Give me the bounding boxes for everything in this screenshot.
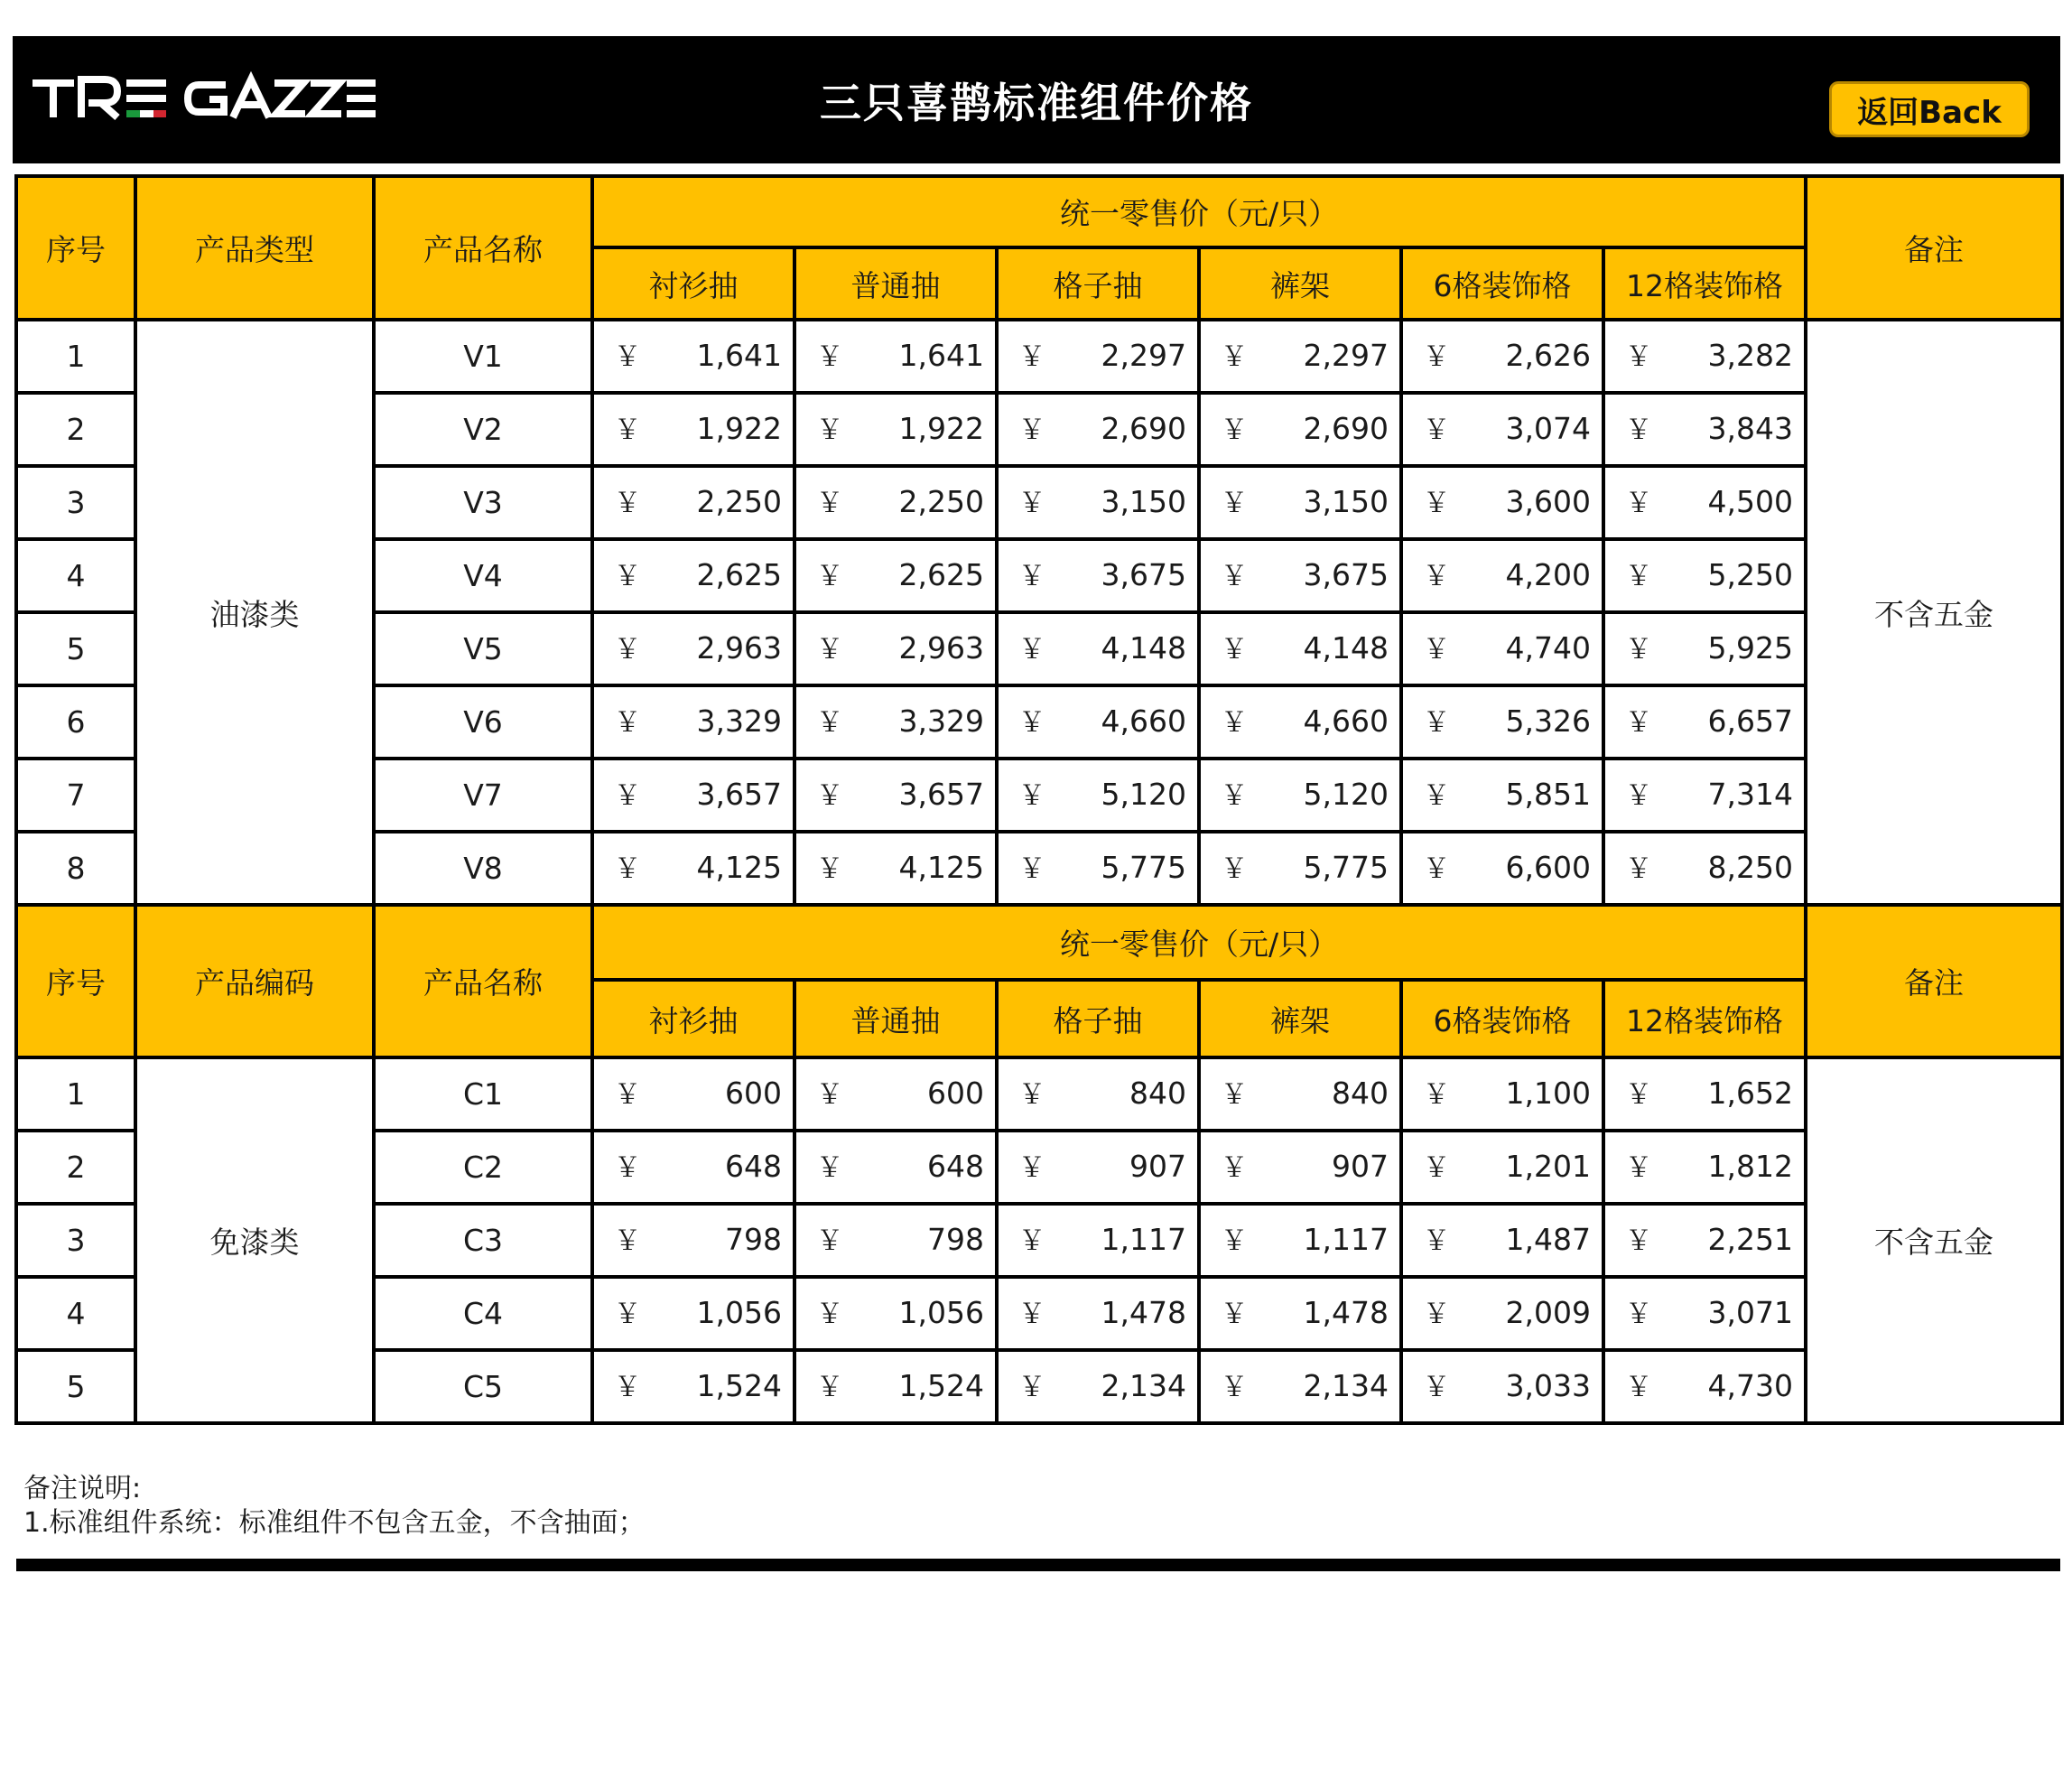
- price-value: 907: [1129, 1149, 1186, 1184]
- price-cell: [997, 1277, 1199, 1350]
- currency-symbol: ￥: [614, 341, 641, 373]
- price-cell: [794, 539, 997, 612]
- currency-symbol: ￥: [1423, 341, 1450, 373]
- price-cell: [1401, 466, 1603, 539]
- currency-symbol: ￥: [1221, 561, 1248, 592]
- price-column-header: 12格装饰格: [1603, 980, 1806, 1057]
- price-cell: [794, 393, 997, 466]
- seq-cell: 1: [16, 1057, 135, 1131]
- price-value: 798: [927, 1222, 984, 1257]
- currency-symbol: ￥: [614, 488, 641, 519]
- price-value: 4,125: [696, 850, 782, 885]
- price-value: 5,120: [1303, 777, 1389, 812]
- product-name-cell: C5: [374, 1350, 592, 1423]
- currency-symbol: ￥: [1221, 1079, 1248, 1111]
- currency-symbol: ￥: [1423, 1225, 1450, 1257]
- price-cell: [1401, 1057, 1603, 1131]
- price-value: 4,148: [1303, 630, 1389, 666]
- price-cell: [1401, 1277, 1603, 1350]
- price-cell: [794, 612, 997, 685]
- price-value: 1,117: [1101, 1222, 1186, 1257]
- currency-symbol: ￥: [1018, 1079, 1045, 1111]
- seq-header: 序号: [16, 176, 135, 320]
- price-value: 2,963: [696, 630, 782, 666]
- price-value: 2,625: [898, 557, 984, 592]
- currency-symbol: ￥: [1423, 707, 1450, 739]
- currency-symbol: ￥: [614, 1225, 641, 1257]
- currency-symbol: ￥: [1625, 341, 1652, 373]
- price-cell: [1603, 759, 1806, 832]
- currency-symbol: ￥: [1221, 414, 1248, 446]
- price-value: 3,329: [696, 703, 782, 739]
- product-name-cell: V4: [374, 539, 592, 612]
- product-name-cell: C1: [374, 1057, 592, 1131]
- price-value: 2,690: [1303, 411, 1389, 446]
- price-cell: [1401, 320, 1603, 393]
- currency-symbol: ￥: [1625, 780, 1652, 812]
- currency-symbol: ￥: [1221, 634, 1248, 666]
- currency-symbol: ￥: [816, 1079, 843, 1111]
- price-value: 5,775: [1101, 850, 1186, 885]
- price-value: 3,033: [1505, 1368, 1591, 1403]
- price-cell: [1199, 1057, 1401, 1131]
- currency-symbol: ￥: [1221, 707, 1248, 739]
- currency-symbol: ￥: [614, 707, 641, 739]
- product-name-header: 产品名称: [374, 905, 592, 1057]
- price-value: 2,134: [1303, 1368, 1389, 1403]
- retail-price-header: 统一零售价（元/只）: [592, 176, 1806, 247]
- price-cell: [1401, 1350, 1603, 1423]
- product-name-cell: V5: [374, 612, 592, 685]
- price-cell: [1199, 466, 1401, 539]
- price-value: 3,282: [1707, 338, 1794, 373]
- header-row: [16, 176, 2062, 247]
- currency-symbol: ￥: [1423, 1299, 1450, 1330]
- price-column-header: 普通抽: [794, 980, 997, 1057]
- price-cell: [794, 759, 997, 832]
- product-name-cell: V1: [374, 320, 592, 393]
- product-name-cell: V2: [374, 393, 592, 466]
- currency-symbol: ￥: [1221, 488, 1248, 519]
- currency-symbol: ￥: [1018, 1152, 1045, 1184]
- price-cell: [1401, 832, 1603, 905]
- table-row: [16, 320, 2062, 393]
- currency-symbol: ￥: [1018, 707, 1045, 739]
- currency-symbol: ￥: [1018, 780, 1045, 812]
- currency-symbol: ￥: [816, 707, 843, 739]
- price-value: 3,071: [1707, 1295, 1794, 1330]
- price-cell: [1199, 612, 1401, 685]
- price-value: 2,250: [898, 484, 984, 519]
- seq-cell: 8: [16, 832, 135, 905]
- price-value: 1,922: [696, 411, 782, 446]
- notes-line-1: 1.标准组件系统：标准组件不包含五金，不含抽面；: [23, 1507, 646, 1539]
- seq-cell: 5: [16, 612, 135, 685]
- price-cell: [794, 320, 997, 393]
- price-cell: [794, 832, 997, 905]
- currency-symbol: ￥: [614, 780, 641, 812]
- currency-symbol: ￥: [1018, 1225, 1045, 1257]
- currency-symbol: ￥: [614, 634, 641, 666]
- seq-cell: 4: [16, 539, 135, 612]
- price-cell: [1603, 612, 1806, 685]
- price-value: 2,690: [1101, 411, 1186, 446]
- retail-price-header: 统一零售价（元/只）: [592, 905, 1806, 980]
- currency-symbol: ￥: [816, 341, 843, 373]
- price-column-header: 裤架: [1199, 247, 1401, 320]
- remark-cell: 不含五金: [1806, 320, 2062, 905]
- price-cell: [1603, 685, 1806, 759]
- price-cell: [794, 1204, 997, 1277]
- price-value: 5,250: [1707, 557, 1794, 592]
- currency-symbol: ￥: [1221, 1372, 1248, 1403]
- seq-cell: 3: [16, 466, 135, 539]
- price-table: [14, 174, 2064, 1425]
- price-cell: [997, 539, 1199, 612]
- product-name-cell: V8: [374, 832, 592, 905]
- price-cell: [592, 1350, 794, 1423]
- currency-symbol: ￥: [614, 1299, 641, 1330]
- price-value: 8,250: [1707, 850, 1794, 885]
- price-cell: [997, 393, 1199, 466]
- price-value: 1,641: [898, 338, 984, 373]
- table-row: [16, 1057, 2062, 1131]
- price-cell: [997, 1204, 1199, 1277]
- price-cell: [794, 1131, 997, 1204]
- price-cell: [1401, 1131, 1603, 1204]
- currency-symbol: ￥: [816, 1299, 843, 1330]
- price-cell: [1603, 1131, 1806, 1204]
- bottom-divider: [16, 1559, 2060, 1571]
- top-banner: [13, 36, 2060, 163]
- price-value: 1,056: [696, 1295, 782, 1330]
- price-value: 4,200: [1505, 557, 1591, 592]
- price-cell: [997, 466, 1199, 539]
- price-cell: [997, 685, 1199, 759]
- price-cell: [1199, 1277, 1401, 1350]
- currency-symbol: ￥: [816, 561, 843, 592]
- seq-cell: 2: [16, 1131, 135, 1204]
- price-cell: [1199, 1204, 1401, 1277]
- price-cell: [1401, 612, 1603, 685]
- category-cell: 免漆类: [135, 1057, 374, 1423]
- price-value: 2,250: [696, 484, 782, 519]
- currency-symbol: ￥: [614, 853, 641, 885]
- price-value: 2,251: [1707, 1222, 1794, 1257]
- price-column-header: 6格装饰格: [1401, 247, 1603, 320]
- price-cell: [1199, 685, 1401, 759]
- price-cell: [794, 685, 997, 759]
- price-cell: [1199, 320, 1401, 393]
- price-value: 4,125: [898, 850, 984, 885]
- price-cell: [592, 539, 794, 612]
- currency-symbol: ￥: [1423, 780, 1450, 812]
- currency-symbol: ￥: [1625, 1152, 1652, 1184]
- price-value: 2,009: [1505, 1295, 1591, 1330]
- currency-symbol: ￥: [1221, 1299, 1248, 1330]
- type-header: 产品类型: [135, 176, 374, 320]
- price-column-header: 6格装饰格: [1401, 980, 1603, 1057]
- price-cell: [592, 320, 794, 393]
- currency-symbol: ￥: [614, 1152, 641, 1184]
- price-value: 1,524: [696, 1368, 782, 1403]
- currency-symbol: ￥: [1625, 1079, 1652, 1111]
- currency-symbol: ￥: [1625, 414, 1652, 446]
- price-cell: [1603, 1204, 1806, 1277]
- price-cell: [1199, 539, 1401, 612]
- price-value: 840: [1332, 1076, 1389, 1111]
- seq-cell: 1: [16, 320, 135, 393]
- back-button[interactable]: 返回Back: [1829, 81, 2030, 137]
- currency-symbol: ￥: [816, 1225, 843, 1257]
- currency-symbol: ￥: [1221, 780, 1248, 812]
- price-cell: [1199, 832, 1401, 905]
- price-column-header: 衬衫抽: [592, 247, 794, 320]
- remark-cell: 不含五金: [1806, 1057, 2062, 1423]
- currency-symbol: ￥: [1625, 707, 1652, 739]
- currency-symbol: ￥: [1625, 1225, 1652, 1257]
- price-cell: [794, 1057, 997, 1131]
- price-cell: [592, 612, 794, 685]
- product-name-cell: V3: [374, 466, 592, 539]
- price-value: 798: [725, 1222, 782, 1257]
- currency-symbol: ￥: [1018, 488, 1045, 519]
- currency-symbol: ￥: [614, 414, 641, 446]
- price-cell: [1199, 1350, 1401, 1423]
- price-column-header: 格子抽: [997, 980, 1199, 1057]
- currency-symbol: ￥: [1423, 1152, 1450, 1184]
- currency-symbol: ￥: [1625, 1299, 1652, 1330]
- page-title: 三只喜鹊标准组件价格: [820, 79, 1253, 127]
- price-cell: [1603, 466, 1806, 539]
- price-cell: [997, 1057, 1199, 1131]
- currency-symbol: ￥: [1423, 488, 1450, 519]
- price-cell: [1199, 393, 1401, 466]
- price-value: 3,657: [898, 777, 984, 812]
- price-value: 1,478: [1101, 1295, 1186, 1330]
- price-column-header: 衬衫抽: [592, 980, 794, 1057]
- currency-symbol: ￥: [1423, 853, 1450, 885]
- price-value: 4,730: [1707, 1368, 1794, 1403]
- currency-symbol: ￥: [1625, 488, 1652, 519]
- price-cell: [1603, 393, 1806, 466]
- price-value: 3,657: [696, 777, 782, 812]
- price-value: 4,660: [1101, 703, 1186, 739]
- currency-symbol: ￥: [1625, 853, 1652, 885]
- currency-symbol: ￥: [1625, 561, 1652, 592]
- price-column-header: 普通抽: [794, 247, 997, 320]
- price-value: 2,134: [1101, 1368, 1186, 1403]
- currency-symbol: ￥: [1018, 1372, 1045, 1403]
- price-cell: [592, 1204, 794, 1277]
- price-cell: [1199, 1131, 1401, 1204]
- seq-cell: 3: [16, 1204, 135, 1277]
- currency-symbol: ￥: [1018, 341, 1045, 373]
- price-cell: [997, 832, 1199, 905]
- price-value: 7,314: [1707, 777, 1794, 812]
- currency-symbol: ￥: [1423, 634, 1450, 666]
- price-cell: [1401, 685, 1603, 759]
- currency-symbol: ￥: [1018, 1299, 1045, 1330]
- product-name-cell: C4: [374, 1277, 592, 1350]
- currency-symbol: ￥: [1625, 1372, 1652, 1403]
- price-value: 648: [725, 1149, 782, 1184]
- price-value: 1,641: [696, 338, 782, 373]
- remark-header: 备注: [1806, 176, 2062, 320]
- price-value: 4,500: [1707, 484, 1794, 519]
- price-cell: [592, 832, 794, 905]
- price-cell: [1603, 320, 1806, 393]
- price-cell: [794, 466, 997, 539]
- price-cell: [592, 685, 794, 759]
- currency-symbol: ￥: [1221, 853, 1248, 885]
- price-value: 907: [1332, 1149, 1389, 1184]
- price-value: 1,652: [1707, 1076, 1794, 1111]
- price-cell: [1603, 1350, 1806, 1423]
- price-value: 5,775: [1303, 850, 1389, 885]
- price-column-header: 裤架: [1199, 980, 1401, 1057]
- price-cell: [1401, 393, 1603, 466]
- price-cell: [997, 759, 1199, 832]
- currency-symbol: ￥: [816, 780, 843, 812]
- price-value: 840: [1129, 1076, 1186, 1111]
- category-cell: 油漆类: [135, 320, 374, 905]
- currency-symbol: ￥: [816, 1372, 843, 1403]
- price-cell: [1603, 832, 1806, 905]
- price-value: 3,600: [1505, 484, 1591, 519]
- currency-symbol: ￥: [1018, 634, 1045, 666]
- price-value: 1,117: [1303, 1222, 1389, 1257]
- price-value: 5,326: [1505, 703, 1591, 739]
- price-cell: [592, 1277, 794, 1350]
- price-value: 4,740: [1505, 630, 1591, 666]
- currency-symbol: ￥: [1625, 634, 1652, 666]
- seq-cell: 4: [16, 1277, 135, 1350]
- currency-symbol: ￥: [1018, 561, 1045, 592]
- price-value: 648: [927, 1149, 984, 1184]
- price-value: 2,625: [696, 557, 782, 592]
- header-row: [16, 905, 2062, 980]
- price-value: 600: [725, 1076, 782, 1111]
- currency-symbol: ￥: [1423, 561, 1450, 592]
- price-cell: [1603, 539, 1806, 612]
- price-value: 3,074: [1505, 411, 1591, 446]
- price-value: 3,675: [1303, 557, 1389, 592]
- currency-symbol: ￥: [816, 488, 843, 519]
- seq-header: 序号: [16, 905, 135, 1057]
- currency-symbol: ￥: [1423, 1372, 1450, 1403]
- product-name-cell: V7: [374, 759, 592, 832]
- product-name-cell: C2: [374, 1131, 592, 1204]
- price-value: 3,675: [1101, 557, 1186, 592]
- currency-symbol: ￥: [816, 634, 843, 666]
- currency-symbol: ￥: [614, 561, 641, 592]
- price-cell: [592, 1131, 794, 1204]
- price-value: 2,297: [1303, 338, 1389, 373]
- price-value: 2,297: [1101, 338, 1186, 373]
- price-cell: [592, 1057, 794, 1131]
- currency-symbol: ￥: [1018, 414, 1045, 446]
- currency-symbol: ￥: [1221, 341, 1248, 373]
- currency-symbol: ￥: [614, 1372, 641, 1403]
- currency-symbol: ￥: [816, 1152, 843, 1184]
- price-value: 3,843: [1707, 411, 1794, 446]
- price-value: 6,657: [1707, 703, 1794, 739]
- remark-header: 备注: [1806, 905, 2062, 1057]
- price-cell: [592, 466, 794, 539]
- price-value: 1,100: [1505, 1076, 1591, 1111]
- price-cell: [1603, 1057, 1806, 1131]
- product-name-cell: C3: [374, 1204, 592, 1277]
- notes: [23, 1472, 646, 1541]
- seq-cell: 7: [16, 759, 135, 832]
- price-cell: [794, 1350, 997, 1423]
- currency-symbol: ￥: [816, 853, 843, 885]
- type-header: 产品编码: [135, 905, 374, 1057]
- notes-heading: 备注说明:: [23, 1473, 142, 1504]
- price-cell: [997, 1350, 1199, 1423]
- price-cell: [1401, 539, 1603, 612]
- price-value: 1,922: [898, 411, 984, 446]
- price-cell: [997, 1131, 1199, 1204]
- seq-cell: 6: [16, 685, 135, 759]
- price-value: 1,487: [1505, 1222, 1591, 1257]
- currency-symbol: ￥: [1221, 1152, 1248, 1184]
- currency-symbol: ￥: [1221, 1225, 1248, 1257]
- price-value: 4,148: [1101, 630, 1186, 666]
- seq-cell: 2: [16, 393, 135, 466]
- price-value: 1,201: [1505, 1149, 1591, 1184]
- price-value: 1,812: [1707, 1149, 1794, 1184]
- price-value: 5,120: [1101, 777, 1186, 812]
- currency-symbol: ￥: [1018, 853, 1045, 885]
- price-value: 3,150: [1303, 484, 1389, 519]
- price-column-header: 格子抽: [997, 247, 1199, 320]
- price-value: 2,626: [1505, 338, 1591, 373]
- price-cell: [592, 759, 794, 832]
- price-value: 3,329: [898, 703, 984, 739]
- price-cell: [794, 1277, 997, 1350]
- price-value: 3,150: [1101, 484, 1186, 519]
- currency-symbol: ￥: [614, 1079, 641, 1111]
- price-cell: [1401, 759, 1603, 832]
- price-value: 1,056: [898, 1295, 984, 1330]
- price-column-header: 12格装饰格: [1603, 247, 1806, 320]
- price-cell: [997, 320, 1199, 393]
- currency-symbol: ￥: [1423, 1079, 1450, 1111]
- product-name-header: 产品名称: [374, 176, 592, 320]
- price-value: 5,925: [1707, 630, 1794, 666]
- price-cell: [997, 612, 1199, 685]
- price-value: 2,963: [898, 630, 984, 666]
- price-value: 1,478: [1303, 1295, 1389, 1330]
- price-value: 1,524: [898, 1368, 984, 1403]
- price-cell: [1199, 759, 1401, 832]
- price-value: 5,851: [1505, 777, 1591, 812]
- currency-symbol: ￥: [1423, 414, 1450, 446]
- price-cell: [1401, 1204, 1603, 1277]
- price-cell: [1603, 1277, 1806, 1350]
- seq-cell: 5: [16, 1350, 135, 1423]
- currency-symbol: ￥: [816, 414, 843, 446]
- price-cell: [592, 393, 794, 466]
- price-value: 600: [927, 1076, 984, 1111]
- price-value: 6,600: [1505, 850, 1591, 885]
- product-name-cell: V6: [374, 685, 592, 759]
- price-value: 4,660: [1303, 703, 1389, 739]
